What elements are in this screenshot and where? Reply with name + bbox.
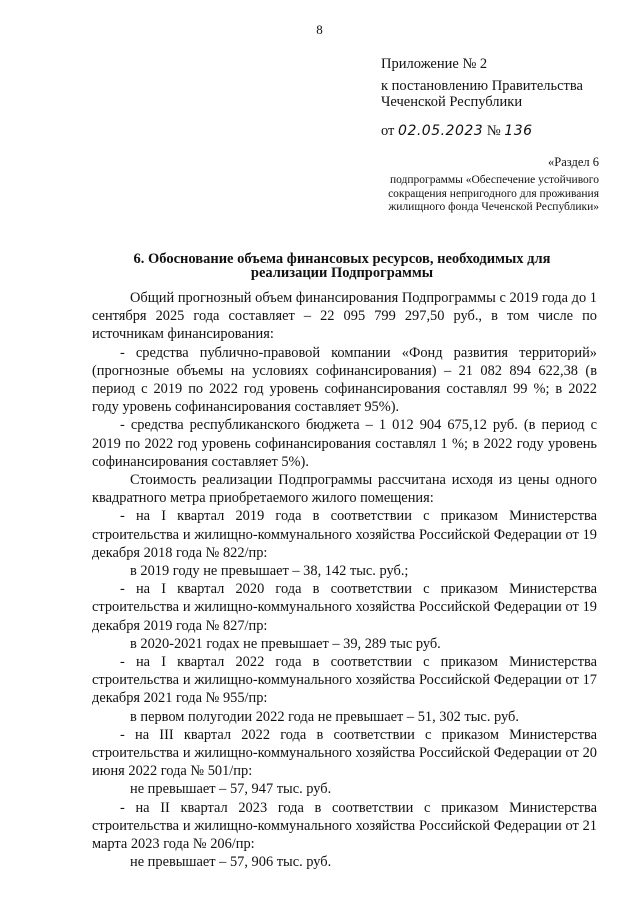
section-reference xyxy=(319,156,599,215)
heading-line: реализации Подпрограммы xyxy=(250,265,434,281)
appendix-authority-line: Чеченской Республики xyxy=(381,94,523,110)
handwritten-number: 136 xyxy=(504,123,533,139)
section-heading xyxy=(92,252,592,280)
paragraph: - на III квартал 2022 года в соответствии с приказом Министерства строительства и жилищно-коммунального хозяйства Российской Федерации от 20 июня 2022 года № 501/пр: xyxy=(92,726,597,780)
date-prefix: от xyxy=(381,123,395,139)
paragraph: не превышает – 57, 947 тыс. руб. xyxy=(130,781,332,798)
paragraph: - средства республиканского бюджета – 1 012 904 675,12 руб. (в период с 2019 по 2022 год уровень софинансирования составлял 1 %; в 2022 году уровень софинансирования составляет 5%). xyxy=(92,417,597,470)
paragraph: Общий прогнозный объем финансирования Подпрограммы с 2019 года до 1 сентября 2025 года составляет – 22 095 799 297,50 руб., в том числе по источникам финансирования: xyxy=(92,290,597,343)
appendix-date-line xyxy=(381,123,621,139)
appendix-block xyxy=(381,56,621,139)
paragraph: - средства публично-правовой компании «Фонд развития территорий» (прогнозные объемы на условиях софинансирования) – 21 082 894 622,38 (в период с 2019 по 2022 год уровень софинансирования составлял 99 %; в 2022 году уровень софинансирования составляет 95%). xyxy=(92,344,597,416)
document-body xyxy=(92,289,597,872)
appendix-title: Приложение № 2 xyxy=(381,56,488,72)
paragraph: не превышает – 57, 906 тыс. руб. xyxy=(130,854,332,871)
section-ref-line: жилищного фонда Чеченской Республики» xyxy=(388,201,599,214)
paragraph: в 2020-2021 годах не превышает – 39, 289 тыс руб. xyxy=(130,635,441,652)
section-ref-line: сокращения непригодного для проживания xyxy=(388,187,599,200)
section-ref-title: «Раздел 6 xyxy=(548,155,599,169)
page-number: 8 xyxy=(316,22,323,37)
paragraph: - на II квартал 2023 года в соответствии с приказом Министерства строительства и жилищно-коммунального хозяйства Российской Федерации от 21 марта 2023 года № 206/пр: xyxy=(92,799,597,853)
heading-line: 6. Обоснование объема финансовых ресурсов, необходимых для xyxy=(133,251,551,267)
number-prefix: № xyxy=(486,123,501,139)
paragraph: - на I квартал 2022 года в соответствии с приказом Министерства строительства и жилищно-коммунального хозяйства Российской Федерации от 17 декабря 2021 года № 955/пр: xyxy=(92,654,597,707)
paragraph: в первом полугодии 2022 года не превышает – 51, 302 тыс. руб. xyxy=(130,708,519,725)
handwritten-date: 02.05.2023 xyxy=(398,123,484,139)
paragraph: - на I квартал 2020 года в соответствии с приказом Министерства строительства и жилищно-коммунального хозяйства Российской Федерации от 19 декабря 2019 года № 827/пр: xyxy=(92,581,597,634)
section-ref-line: подпрограммы «Обеспечение устойчивого xyxy=(389,174,599,187)
paragraph: - на I квартал 2019 года в соответствии с приказом Министерства строительства и жилищно-коммунального хозяйства Российской Федерации от 19 декабря 2018 года № 822/пр: xyxy=(92,508,597,561)
paragraph: в 2019 году не превышает – 38, 142 тыс. руб.; xyxy=(130,563,409,580)
appendix-decree-line: к постановлению Правительства xyxy=(381,78,583,94)
paragraph: Стоимость реализации Подпрограммы рассчитана исходя из цены одного квадратного метра приобретаемого жилого помещения: xyxy=(92,472,597,507)
